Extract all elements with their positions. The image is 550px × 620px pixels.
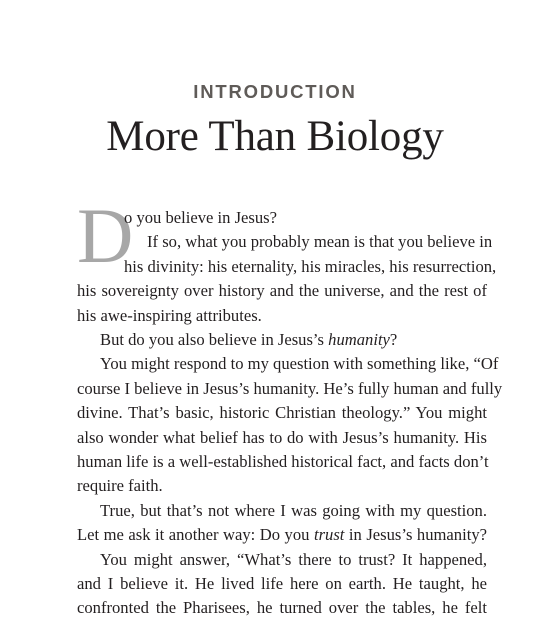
body-line: You might respond to my question with something like, “Of xyxy=(100,354,499,374)
body-line: divine. That’s basic, historic Christian theology.” You might xyxy=(77,403,487,423)
body-line: You might answer, “What’s there to trust? It happened, xyxy=(100,549,487,569)
body-line: o you believe in Jesus? xyxy=(124,208,277,227)
body-line xyxy=(77,523,487,547)
chapter-kicker: INTRODUCTION xyxy=(193,81,357,102)
body-line: and I believe it. He lived life here on earth. He taught, he xyxy=(77,574,487,593)
body-line: confronted the Pharisees, he turned over the tables, he felt xyxy=(77,598,487,618)
body-line: also wonder what belief has to do with Jesus’s humanity. His xyxy=(77,427,487,447)
line-text: Let me ask it another way: Do you xyxy=(77,525,314,545)
line-text: But do you also believe in Jesus’s xyxy=(100,330,329,349)
line-text: ? xyxy=(389,330,398,349)
emphasis-text: humanity xyxy=(328,330,390,349)
body-line: his divinity: his eternality, his miracles, his resurrection, xyxy=(124,256,497,276)
body-line: course I believe in Jesus’s humanity. He’s fully human and fully xyxy=(77,378,503,398)
body-line: require faith. xyxy=(77,476,163,496)
body-line: If so, what you probably mean is that you believe in xyxy=(147,232,493,252)
emphasis-text: trust xyxy=(313,525,345,545)
body-line: True, but that’s not where I was going with my question. xyxy=(100,500,487,520)
body-line: his awe-inspiring attributes. xyxy=(77,305,262,325)
body-line: his sovereignty over history and the universe, and the rest of xyxy=(77,281,487,301)
line-text: in Jesus’s humanity? xyxy=(344,525,487,545)
body-line: human life is a well-established historical fact, and facts don’t xyxy=(77,452,489,471)
chapter-title: More Than Biology xyxy=(106,113,444,160)
body-line xyxy=(100,328,487,352)
drop-cap: D xyxy=(77,192,134,279)
